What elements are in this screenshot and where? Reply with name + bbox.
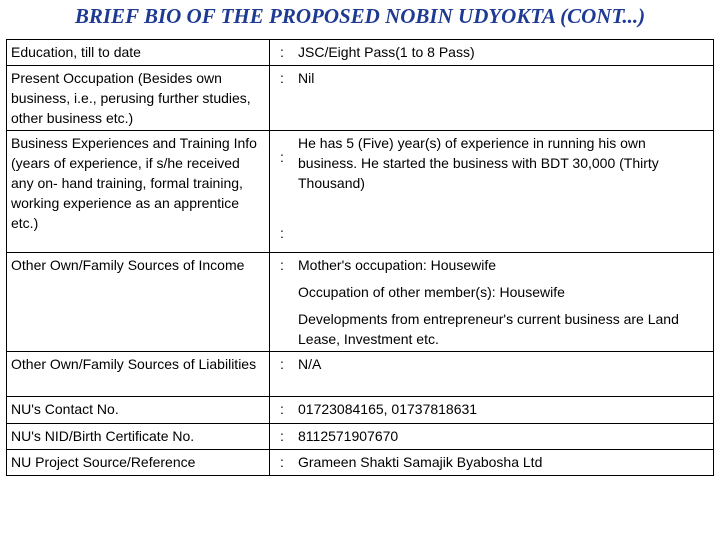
row-value-cell: [270, 352, 714, 397]
row-value: Nil: [298, 70, 315, 86]
row-label: NU Project Source/Reference: [7, 450, 270, 476]
table-row: [7, 131, 714, 253]
row-value: Mother's occupation: Housewife: [298, 257, 496, 273]
colon-separator: :: [280, 356, 284, 372]
row-value: Occupation of other member(s): Housewife: [298, 284, 565, 300]
colon-separator: :: [280, 428, 284, 444]
row-value: 01723084165, 01737818631: [298, 401, 478, 417]
row-label: Business Experiences and Training Info (years of experience, if s/he received any on- hand training, formal training, working experience as an apprentice etc.): [7, 131, 270, 253]
row-value: He has 5 (Five) year(s) of experience in running his own business. He started the business with BDT 30,000 (Thirty Thousand): [298, 135, 659, 191]
table-row: [7, 66, 714, 131]
colon-separator: :: [280, 257, 284, 273]
row-value-cell: [270, 397, 714, 424]
table-row: [7, 253, 714, 352]
row-label: Other Own/Family Sources of Income: [7, 253, 270, 352]
row-label: NU's Contact No.: [7, 397, 270, 424]
row-value-cell: [270, 253, 714, 352]
row-value-cell: [270, 424, 714, 450]
colon-separator: :: [280, 149, 284, 165]
row-label: NU's NID/Birth Certificate No.: [7, 424, 270, 450]
table-row: [7, 397, 714, 424]
row-value: N/A: [298, 356, 322, 372]
table-row: [7, 352, 714, 397]
row-value-cell: [270, 450, 714, 476]
row-value-cell: [270, 40, 714, 66]
table-row: [7, 424, 714, 450]
table-row: [7, 450, 714, 476]
colon-separator: :: [280, 70, 284, 86]
colon-separator: :: [280, 44, 284, 60]
row-label: Other Own/Family Sources of Liabilities: [7, 352, 270, 397]
page-title: BRIEF BIO OF THE PROPOSED NOBIN UDYOKTA (CONT...): [74, 4, 646, 28]
row-value: JSC/Eight Pass(1 to 8 Pass): [298, 44, 475, 60]
bio-table: [6, 39, 714, 476]
row-value-cell: [270, 131, 714, 253]
row-value: Grameen Shakti Samajik Byabosha Ltd: [298, 454, 543, 470]
row-label: Present Occupation (Besides own business, i.e., perusing further studies, other business etc.): [7, 66, 270, 131]
row-label: Education, till to date: [7, 40, 270, 66]
table-row: [7, 40, 714, 66]
colon-separator: :: [280, 454, 284, 470]
row-value: Developments from entrepreneur's current business are Land Lease, Investment etc.: [298, 311, 679, 347]
row-value: 8112571907670: [298, 428, 399, 444]
colon-separator: :: [280, 401, 284, 417]
row-value-cell: [270, 66, 714, 131]
colon-separator: :: [280, 225, 284, 241]
